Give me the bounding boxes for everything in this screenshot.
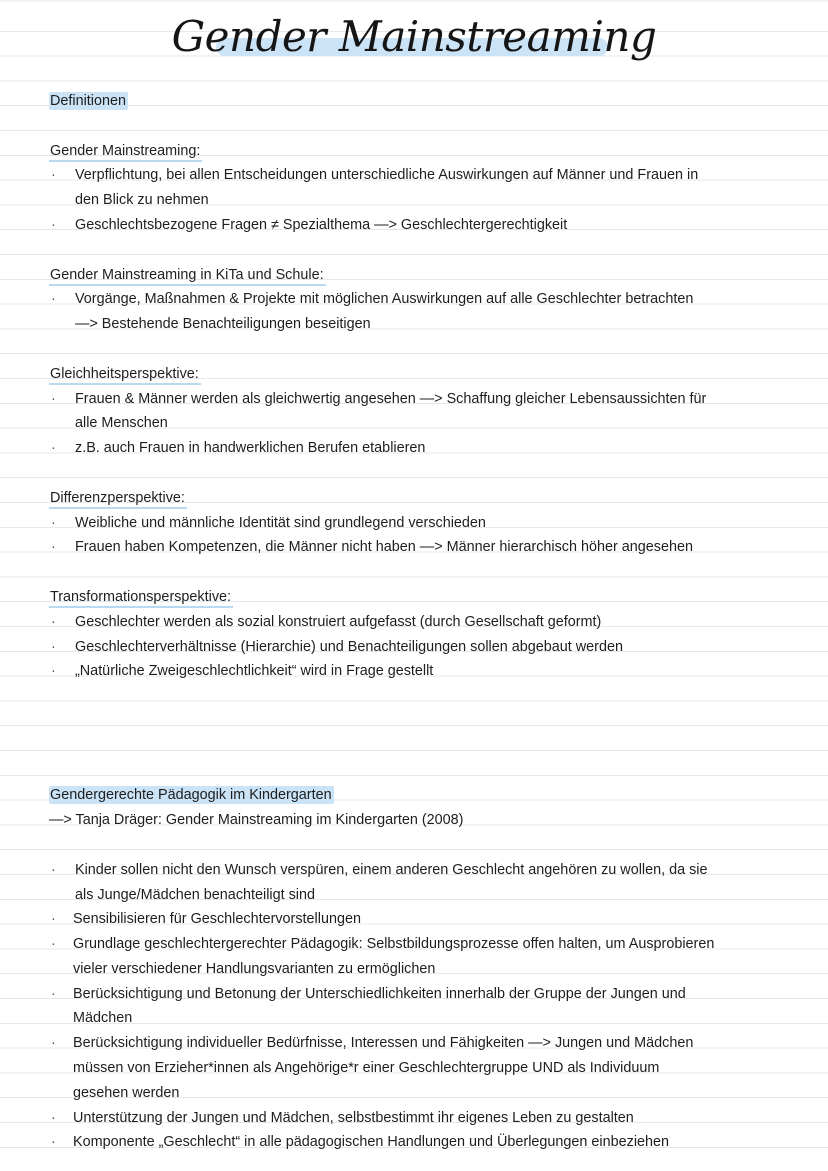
bullet: · [51,216,56,233]
list-item: · z.B. auch Frauen in handwerklichen Berufen etablieren [0,436,828,461]
bullet: · [51,440,56,457]
title-area [0,10,828,82]
bullet: · [51,1109,56,1126]
list-item: · Unterstützung der Jungen und Mädchen, selbstbestimmt ihr eigenes Leben zu gestalten [0,1106,828,1131]
bullet: · [51,638,56,655]
section-heading-definitionen: Definitionen [50,93,127,109]
list-item: · Sensibilisieren für Geschlechtervorstellungen [0,907,828,932]
bullet: · [51,1035,56,1052]
subheading-gender-mainstreaming: Gender Mainstreaming: [0,139,828,164]
list-item: · Verpflichtung, bei allen Entscheidungen unterschiedliche Auswirkungen auf Männer und Frauen in [0,163,828,188]
list-item: · Frauen haben Kompetenzen, die Männer nicht haben —> Männer hierarchisch höher angesehen [0,535,828,560]
bullet: · [51,911,56,928]
list-item: · Frauen & Männer werden als gleichwertig angesehen —> Schaffung gleicher Lebensaussichten für [0,387,828,412]
list-item: · Geschlechtsbezogene Fragen ≠ Spezialthema —> Geschlechtergerechtigkeit [0,213,828,238]
list-item: · Vorgänge, Maßnahmen & Projekte mit möglichen Auswirkungen auf alle Geschlechter betrachten [0,287,828,312]
list-item: · Berücksichtigung und Betonung der Unterschiedlichkeiten innerhalb der Gruppe der Jungen und [0,982,828,1007]
list-item: · Geschlechterverhältnisse (Hierarchie) und Benachteiligungen sollen abgebaut werden [0,635,828,660]
list-item: · Kinder sollen nicht den Wunsch verspüren, einem anderen Geschlecht angehören zu wollen, da sie [0,858,828,883]
subheading-differenzperspektive: Differenzperspektive: [0,486,828,511]
list-item-continuation: —> Bestehende Benachteiligungen beseitigen [75,316,371,333]
list-item: · „Natürliche Zweigeschlechtlichkeit“ wird in Frage gestellt [0,659,828,684]
bullet: · [51,1134,56,1151]
bullet: · [51,936,56,953]
bullet: · [51,861,56,878]
subheading-kita-schule: Gender Mainstreaming in KiTa und Schule: [0,263,828,288]
bullet: · [51,663,56,680]
page-title: Gender Mainstreaming [171,12,657,61]
subheading-gleichheitsperspektive: Gleichheitsperspektive: [0,362,828,387]
bullet: · [51,291,56,308]
source-reference: —> Tanja Dräger: Gender Mainstreaming im Kindergarten (2008) [49,812,464,829]
list-item: · Komponente „Geschlecht“ in alle pädagogischen Handlungen und Überlegungen einbeziehen [0,1130,828,1155]
list-item-continuation: alle Menschen [75,415,168,432]
bullet: · [51,985,56,1002]
list-item-continuation: den Blick zu nehmen [75,192,209,209]
list-item-continuation: vieler verschiedener Handlungsvarianten zu ermöglichen [73,960,436,977]
bullet: · [51,514,56,531]
list-item: · Weibliche und männliche Identität sind grundlegend verschieden [0,511,828,536]
list-item-continuation: als Junge/Mädchen benachteiligt sind [75,886,316,903]
section-heading-paedagogik: Gendergerechte Pädagogik im Kindergarten [50,787,332,804]
list-item-continuation: Mädchen [73,1010,133,1027]
list-item-continuation: gesehen werden [73,1084,180,1101]
subheading-transformationsperspektive: Transformationsperspektive: [0,585,828,610]
notes-content [0,89,828,1155]
bullet: · [51,539,56,556]
list-item: · Grundlage geschlechtergerechter Pädagogik: Selbstbildungsprozesse offen halten, um Ausprobieren [0,932,828,957]
bullet: · [51,390,56,407]
list-item-continuation: müssen von Erzieher*innen als Angehörige*r einer Geschlechtergruppe UND als Individuum [73,1060,660,1077]
list-item: · Berücksichtigung individueller Bedürfnisse, Interessen und Fähigkeiten —> Jungen und Mädchen [0,1031,828,1056]
bullet: · [51,613,56,630]
bullet: · [51,167,56,184]
list-item: · Geschlechter werden als sozial konstruiert aufgefasst (durch Gesellschaft geformt) [0,610,828,635]
